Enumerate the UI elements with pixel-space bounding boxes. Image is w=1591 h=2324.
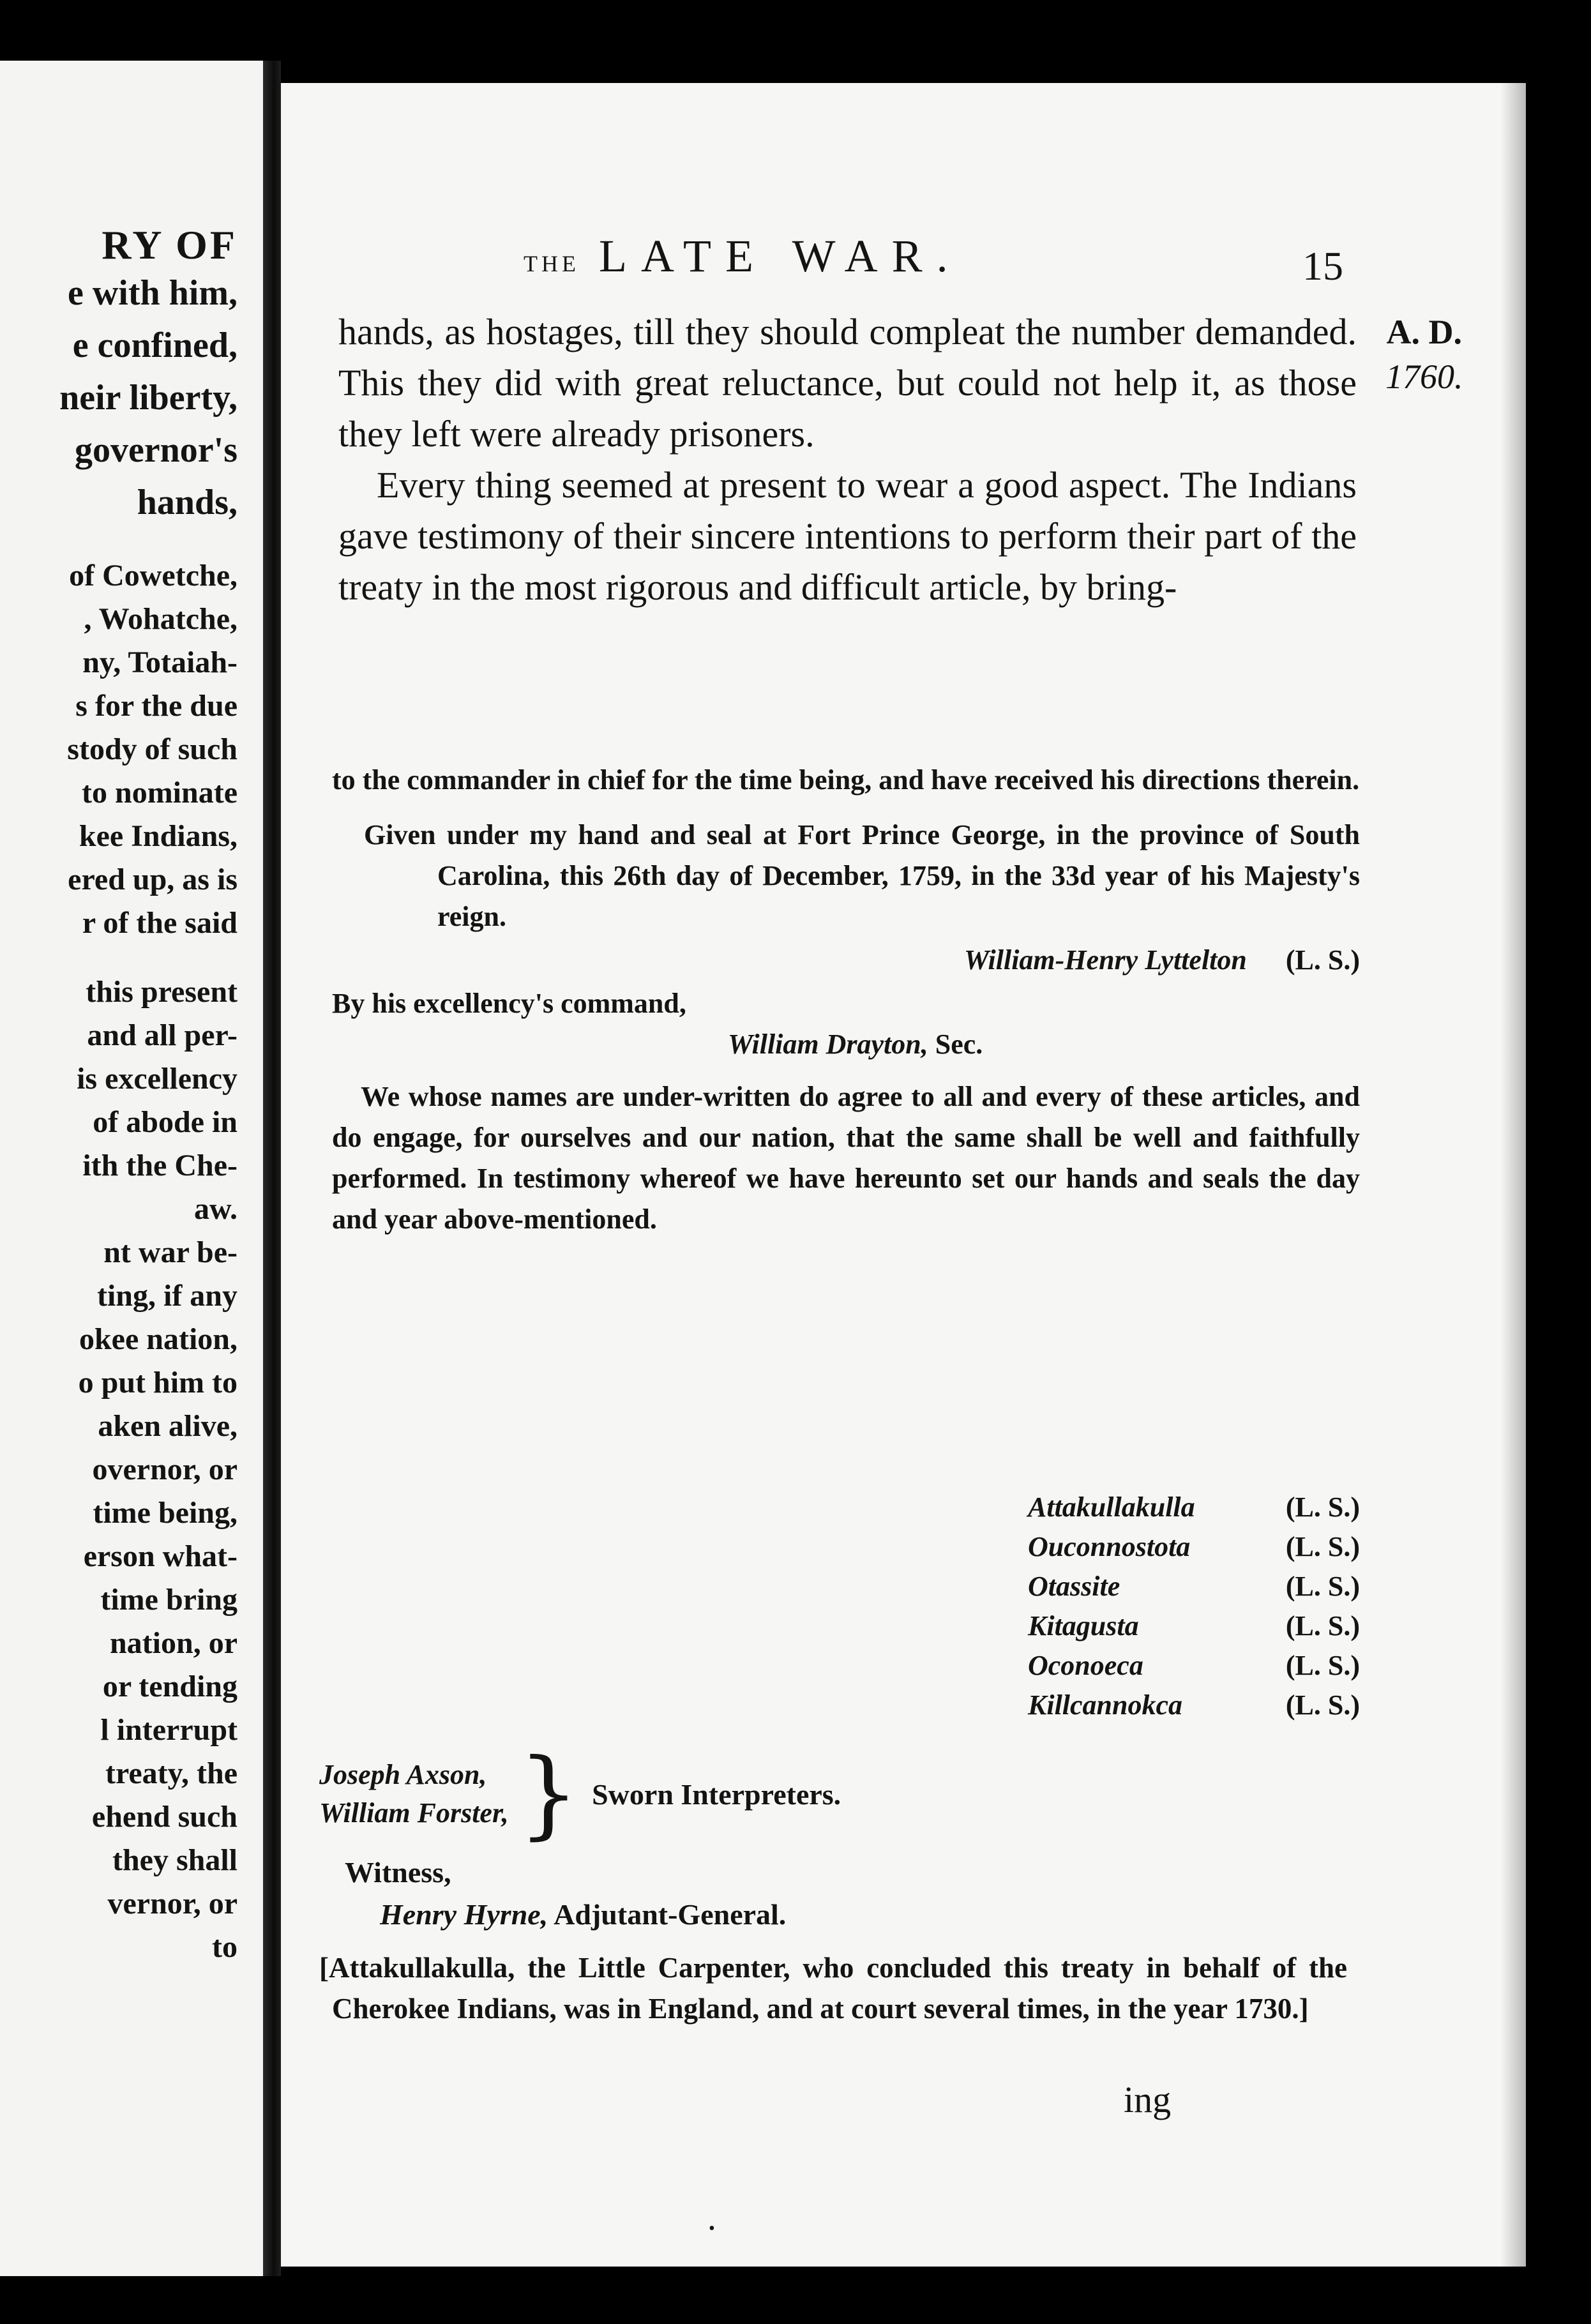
interpreter-name: William Forster, xyxy=(319,1797,509,1829)
signer-row: Ouconnostota (L. S.) xyxy=(1028,1531,1360,1562)
left-line: vernor, or xyxy=(107,1887,238,1920)
witness-label: Witness, xyxy=(345,1856,451,1889)
secretary-name: William Drayton, xyxy=(728,1029,928,1060)
running-header xyxy=(524,230,962,283)
left-line: or tending xyxy=(102,1670,238,1703)
page-number: 15 xyxy=(1302,243,1343,289)
left-line: r of the said xyxy=(82,906,238,940)
header-the: THE xyxy=(524,251,580,276)
left-line: they shall xyxy=(112,1843,238,1877)
witness-line xyxy=(345,1894,786,1936)
left-line: o put him to xyxy=(78,1366,238,1400)
signers-list xyxy=(1028,1488,1360,1725)
secretary-title: Sec. xyxy=(935,1029,983,1060)
signer-row: Oconoeca (L. S.) xyxy=(1028,1650,1360,1681)
agreement-paragraph: We whose names are under-written do agree to all and every of these articles, and do engage, for ourselves and our nation, that the same shall be well and faithfully performed. In testimony whereof we have hereunto set our hands and seals the day and year above-mentioned. xyxy=(332,1081,1360,1235)
left-line: okee nation, xyxy=(79,1322,238,1356)
document-given: Given under my hand and seal at Fort Prince George, in the province of South Carolina, this 26th day of December, 1759, in the 33d year of his Majesty's reign. xyxy=(364,819,1360,932)
paragraph: hands, as hostages, till they should compleat the number demanded. This they did with great reluctance, but could not help it, as those they left were already prisoners. xyxy=(338,311,1357,455)
left-line: stody of such xyxy=(67,732,238,766)
bracketed-note: [Attakullakulla, the Little Carpenter, who concluded this treaty in behalf of the Cherokee Indians, was in England, and at court several times, in the year 1730.] xyxy=(319,1952,1347,2025)
interpreter-name: Joseph Axson, xyxy=(319,1759,487,1790)
interpreters-label: Sworn Interpreters. xyxy=(592,1777,841,1811)
catchword: ing xyxy=(1124,2079,1172,2120)
left-line: nt war be- xyxy=(103,1235,238,1269)
left-line: is excellency xyxy=(77,1062,238,1096)
left-page-heading: RY OF xyxy=(102,222,238,268)
left-line: of abode in xyxy=(93,1105,238,1139)
margin-era: A. D. xyxy=(1386,313,1462,351)
signer-row: Kitagusta (L. S.) xyxy=(1028,1610,1360,1641)
left-line: , Wohatche, xyxy=(84,602,238,636)
left-line: ith the Che- xyxy=(82,1149,238,1182)
left-line: nation, or xyxy=(109,1626,238,1660)
interpreter-names xyxy=(319,1756,509,1832)
left-line: this present xyxy=(86,975,238,1009)
left-line: e with him, xyxy=(68,273,238,313)
treaty-document xyxy=(332,760,1360,1240)
command-line: By his excellency's command, xyxy=(332,988,686,1019)
left-line: neir liberty, xyxy=(59,378,238,418)
left-line: overnor, or xyxy=(92,1452,238,1486)
left-line: hands, xyxy=(137,483,238,522)
left-line: aw. xyxy=(193,1192,238,1226)
signer-row: Attakullakulla (L. S.) xyxy=(1028,1491,1360,1523)
left-line: l interrupt xyxy=(100,1713,238,1747)
left-line: and all per- xyxy=(87,1018,238,1052)
brace-glyph: } xyxy=(518,1739,580,1850)
interpreters xyxy=(319,1739,841,1850)
left-line: ting, if any xyxy=(96,1279,238,1313)
secretary-signature xyxy=(332,1024,1360,1065)
signer-row: Killcannokca (L. S.) xyxy=(1028,1689,1360,1721)
left-line: governor's xyxy=(74,430,238,470)
governor-name: William-Henry Lyttelton xyxy=(964,944,1247,976)
margin-date xyxy=(1385,310,1463,399)
left-line: of Cowetche, xyxy=(69,559,238,592)
left-line: e confined, xyxy=(72,326,238,365)
left-line: to xyxy=(212,1930,238,1964)
left-line: ny, Totaiah- xyxy=(82,645,238,679)
left-line: time bring xyxy=(100,1583,238,1617)
governor-signature xyxy=(332,940,1360,981)
left-line: time being, xyxy=(93,1496,238,1530)
witness-title: Adjutant-General. xyxy=(554,1898,787,1931)
left-page-fragments xyxy=(0,223,238,1969)
left-line: treaty, the xyxy=(105,1756,238,1790)
book-gutter xyxy=(263,61,281,2276)
left-line: s for the due xyxy=(75,689,238,723)
governor-seal: (L. S.) xyxy=(1285,944,1360,976)
witness-block xyxy=(345,1852,786,1936)
right-page xyxy=(281,83,1526,2267)
left-line: aken alive, xyxy=(98,1409,238,1443)
left-line: to nominate xyxy=(82,776,238,810)
document-intro: to the commander in chief for the time being, and have received his directions therein. xyxy=(332,764,1360,796)
witness-name: Henry Hyrne, xyxy=(380,1898,548,1931)
header-title: LATE WAR. xyxy=(598,230,962,282)
page-edge-shadow xyxy=(1500,83,1526,2267)
left-line: ered up, as is xyxy=(68,863,238,896)
left-line: erson what- xyxy=(83,1539,238,1573)
ink-speck: • xyxy=(709,2219,715,2238)
margin-year: 1760. xyxy=(1385,358,1463,396)
signer-row: Otassite (L. S.) xyxy=(1028,1571,1360,1602)
left-page xyxy=(0,61,263,2276)
main-text xyxy=(338,306,1357,613)
paragraph: Every thing seemed at present to wear a good aspect. The Indians gave testimony of their sincere intentions to perform their part of the treaty in the most rigorous and difficult article, by bring- xyxy=(338,464,1357,608)
left-line: kee Indians, xyxy=(79,819,238,853)
left-line: ehend such xyxy=(91,1800,238,1834)
